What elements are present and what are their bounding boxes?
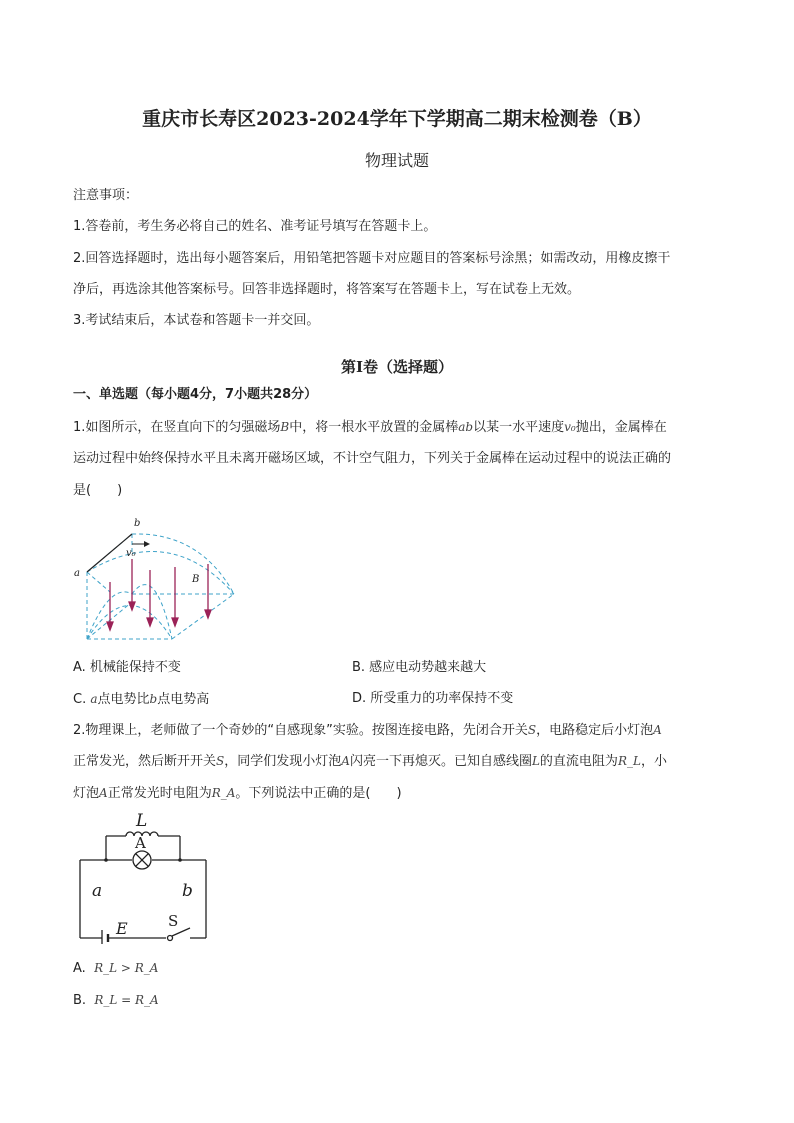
section-title: 第I卷（选择题）: [340, 358, 454, 376]
q2-text: ，电路稳定后小灯泡: [536, 723, 654, 738]
notes-item-3: 3.考试结束后，本试卷和答题卡一并交回。: [73, 313, 320, 328]
q2-var-RL: R_L: [617, 754, 641, 768]
q1-var-ab: ab: [458, 420, 474, 434]
part-heading: 一、单选题（每小题4分，7小题共28分）: [73, 387, 318, 402]
q2-var-RA: R_A: [211, 786, 236, 800]
q2-var-A: A: [99, 786, 108, 800]
q1-option-c-text: 点电势高: [157, 692, 210, 707]
q1-text: 1.如图所示，在竖直向下的匀强磁场: [73, 420, 281, 435]
q1-option-c-var-b: b: [149, 692, 158, 706]
page-title: 重庆市长寿区2023-2024学年下学期高二期末检测卷（B）: [142, 108, 652, 130]
q2-text: 灯泡: [73, 786, 100, 801]
q2-fig-label-E: E: [116, 919, 128, 938]
q1-line-2: 运动过程中始终保持水平且未离开磁场区域，不计空气阻力，下列关于金属棒在运动过程中的说法正确的: [73, 451, 672, 466]
q2-option-b: [73, 990, 159, 1011]
q1-fig-label-b: b: [134, 518, 141, 529]
q2-text: 的直流电阻为: [539, 754, 618, 769]
q1-line-1: [73, 417, 667, 438]
q2-var-A: A: [341, 754, 350, 768]
notes-item-2-line-2: 净后，再选涂其他答案标号。回答非选择题时，将答案写在答题卡上，写在试卷上无效。: [73, 282, 581, 297]
q2-option-b-label: B.: [73, 993, 87, 1008]
q2-fig-label-b: b: [182, 881, 193, 901]
q2-text: 正常发光时电阻为: [107, 786, 212, 801]
q1-text: 以某一水平速度: [473, 420, 565, 435]
q2-line-3: [73, 783, 402, 804]
q1-option-c-label: C.: [73, 692, 91, 707]
q2-var-A: A: [653, 723, 662, 737]
q1-option-b: B. 感应电动势越来越大: [352, 660, 487, 675]
q1-option-a: A. 机械能保持不变: [73, 660, 181, 675]
q2-text: 。下列说法中正确的是( ): [235, 786, 402, 801]
q1-fig-label-v0: v₀: [126, 548, 136, 559]
q2-text: 正常发光，然后断开开关: [73, 754, 217, 769]
q2-line-1: [73, 720, 662, 741]
q1-magnetic-field-figure: [70, 512, 245, 644]
q2-option-a: [73, 958, 158, 979]
q2-line-2: [73, 751, 667, 772]
q1-option-c: [73, 689, 209, 710]
q1-text: 中，将一根水平放置的金属棒: [289, 420, 459, 435]
q2-var-S: S: [527, 723, 537, 737]
q1-fig-label-B: B: [192, 574, 200, 585]
q1-option-c-text: 点电势比: [97, 692, 150, 707]
q1-option-d: D. 所受重力的功率保持不变: [352, 691, 514, 706]
q2-var-L: L: [531, 754, 540, 768]
notes-item-2-line-1: 2.回答选择题时，选出每小题答案后，用铅笔把答题卡对应题目的答案标号涂黑；如需改动，用橡皮擦干: [73, 251, 671, 266]
q2-text: 闪亮一下再熄灭。已知自感线圈: [349, 754, 532, 769]
q2-circuit-figure: [72, 804, 212, 944]
q1-line-3: 是( ): [73, 483, 123, 498]
q2-fig-label-L: L: [136, 811, 148, 831]
q2-text: 2.物理课上，老师做了一个奇妙的“自感现象”实验。按图连接电路，先闭合开关: [73, 723, 528, 738]
q1-var-B: B: [280, 420, 290, 434]
q1-text: 抛出，金属棒在: [575, 420, 667, 435]
q2-var-S: S: [216, 754, 225, 768]
q2-fig-label-S: S: [168, 912, 179, 930]
page-subtitle: 物理试题: [364, 151, 429, 170]
q2-fig-label-a: a: [92, 881, 103, 901]
notes-heading: 注意事项：: [73, 188, 139, 203]
q1-option-c-var-a: a: [90, 692, 98, 706]
q2-text: ，小: [640, 754, 667, 769]
q2-option-a-math: R_L > R_A: [94, 961, 159, 975]
q2-fig-label-A: A: [135, 834, 146, 852]
q2-option-a-label: A.: [73, 961, 86, 976]
q1-fig-label-a: a: [74, 568, 80, 579]
notes-item-1: 1.答卷前，考生务必将自己的姓名、准考证号填写在答题卡上。: [73, 219, 437, 234]
q2-text: ，同学们发现小灯泡: [224, 754, 342, 769]
q1-var-v0: v₀: [564, 420, 576, 434]
q2-option-b-math: R_L = R_A: [94, 993, 159, 1007]
